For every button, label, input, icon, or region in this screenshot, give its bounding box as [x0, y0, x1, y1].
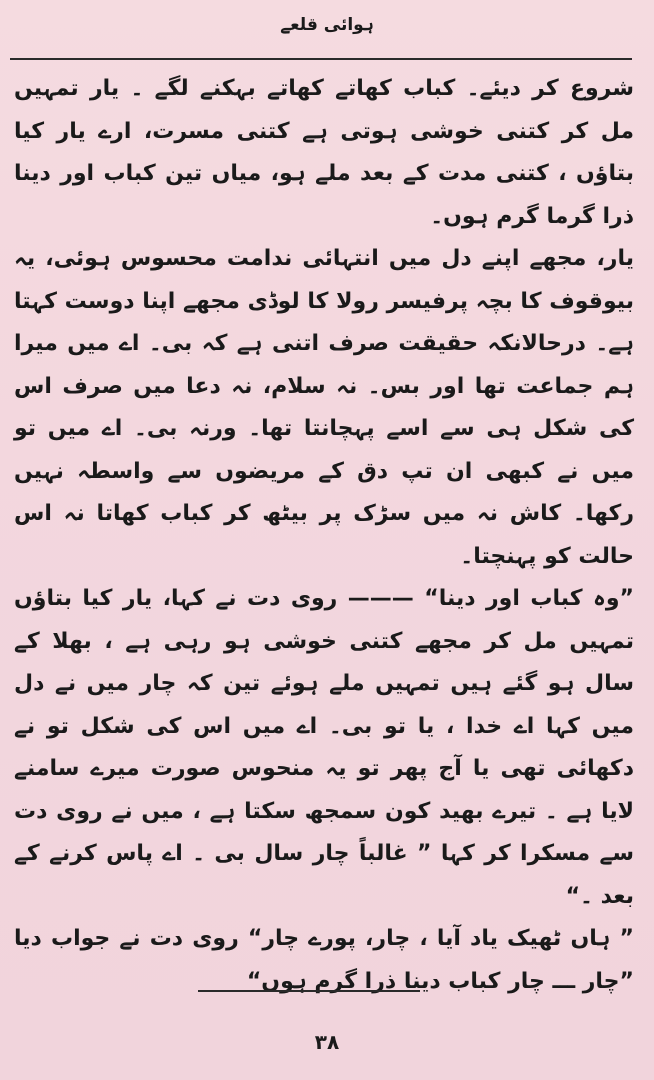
- header-rule: [10, 58, 632, 60]
- paragraph-4: ” ہاں ٹھیک یاد آیا ، چار، پورے چار“ روی دت نے جواب دیا ”چار ـــ چار کباب دینا ذرا گرم ہوں“: [14, 926, 634, 994]
- body-text: [14, 68, 634, 1003]
- section-end-rule: [198, 990, 420, 992]
- running-head: ہوائی قلعے: [280, 15, 374, 35]
- paragraph-2: یار، مجھے اپنے دل میں انتہائی ندامت محسوس ہوئی، یہ بیوقوف کا بچہ پرفیسر رولا کا لوڈی مجھے اپنا دوست کہتا ہے۔ درحالانکہ حقیقت صرف اتنی ہے کہ بی۔ اے میں میرا ہم جماعت تھا اور بس۔ نہ سلام، نہ دعا میں صرف اس کی شکل ہی سے اسے پہچانتا تھا۔ ورنہ بی۔ اے میں تو میں نے کبھی ان تپ دق کے مریضوں سے واسطہ نہیں رکھا۔ کاش نہ میں سڑک پر بیٹھ کر کباب کھاتا نہ اس حالت کو پہنچتا۔: [14, 246, 634, 569]
- page-number: ۳۸: [314, 1030, 340, 1054]
- paragraph-3: ”وہ کباب اور دینا“ ——— روی دت نے کہا، یار کیا بتاؤں تمہیں مل کر مجھے کتنی خوشی ہو رہی ہے ، بھلا کے سال ہو گئے ہیں تمہیں ملے ہوئے تین کہ چار میں نے دل میں کہا اے خدا ، یا تو بی۔ اے میں اس کی شکل تو نے دکھائی تھی یا آج پھر تو یہ منحوس صورت میرے سامنے لایا ہے ۔ تیرے بھید کون سمجھ سکتا ہے ، میں نے روی دت سے مسکرا کر کہا ” غالباً چار سال بی ۔ اے پاس کرنے کے بعد ۔“: [14, 586, 634, 909]
- paragraph-1: شروع کر دیئے۔ کباب کھاتے کھاتے بہکنے لگے ۔ یار تمہیں مل کر کتنی خوشی ہوتی ہے کتنی مسرت، ارے یار کیا بتاؤں ، کتنی مدت کے بعد ملے ہو، میاں تین کباب اور دینا ذرا گرما گرم ہوں۔: [14, 76, 634, 229]
